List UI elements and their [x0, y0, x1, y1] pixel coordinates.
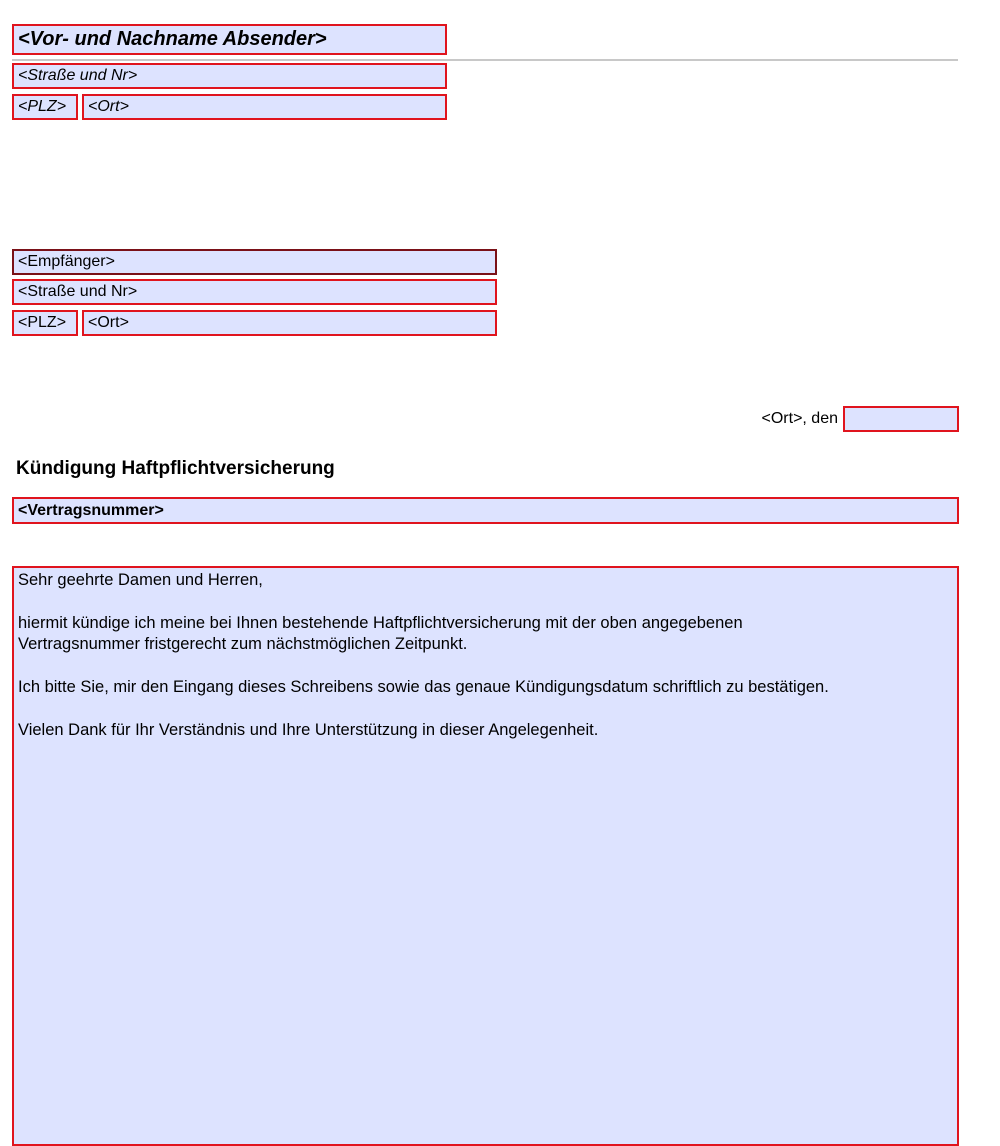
date-field[interactable] [843, 406, 959, 432]
sender-name-field[interactable]: <Vor- und Nachname Absender> [12, 24, 447, 55]
sender-plz-field[interactable]: <PLZ> [12, 94, 78, 120]
recipient-street-field[interactable]: <Straße und Nr> [12, 279, 497, 305]
contract-number-field[interactable]: <Vertragsnummer> [12, 497, 959, 524]
header-divider [12, 59, 958, 61]
letter-body-field[interactable] [12, 566, 959, 1146]
letter-subject: Kündigung Haftpflichtversicherung [16, 458, 335, 479]
date-label: <Ort>, den [761, 410, 838, 427]
recipient-city-field[interactable]: <Ort> [82, 310, 497, 336]
body-paragraph-2: Ich bitte Sie, mir den Eingang dieses Schreibens sowie das genaue Kündigungsdatum schriftlich zu bestätigen. [18, 678, 829, 696]
recipient-name-field[interactable]: <Empfänger> [12, 249, 497, 275]
sender-city-field[interactable]: <Ort> [82, 94, 447, 120]
salutation: Sehr geehrte Damen und Herren, [18, 571, 263, 589]
body-paragraph-1: hiermit kündige ich meine bei Ihnen bestehende Haftpflichtversicherung mit der oben angegebenen Vertragsnummer fristgerecht zum nächstmöglichen Zeitpunkt. [18, 614, 743, 653]
recipient-plz-field[interactable]: <PLZ> [12, 310, 78, 336]
sender-street-field[interactable]: <Straße und Nr> [12, 63, 447, 89]
body-paragraph-3: Vielen Dank für Ihr Verständnis und Ihre Unterstützung in dieser Angelegenheit. [18, 721, 599, 739]
